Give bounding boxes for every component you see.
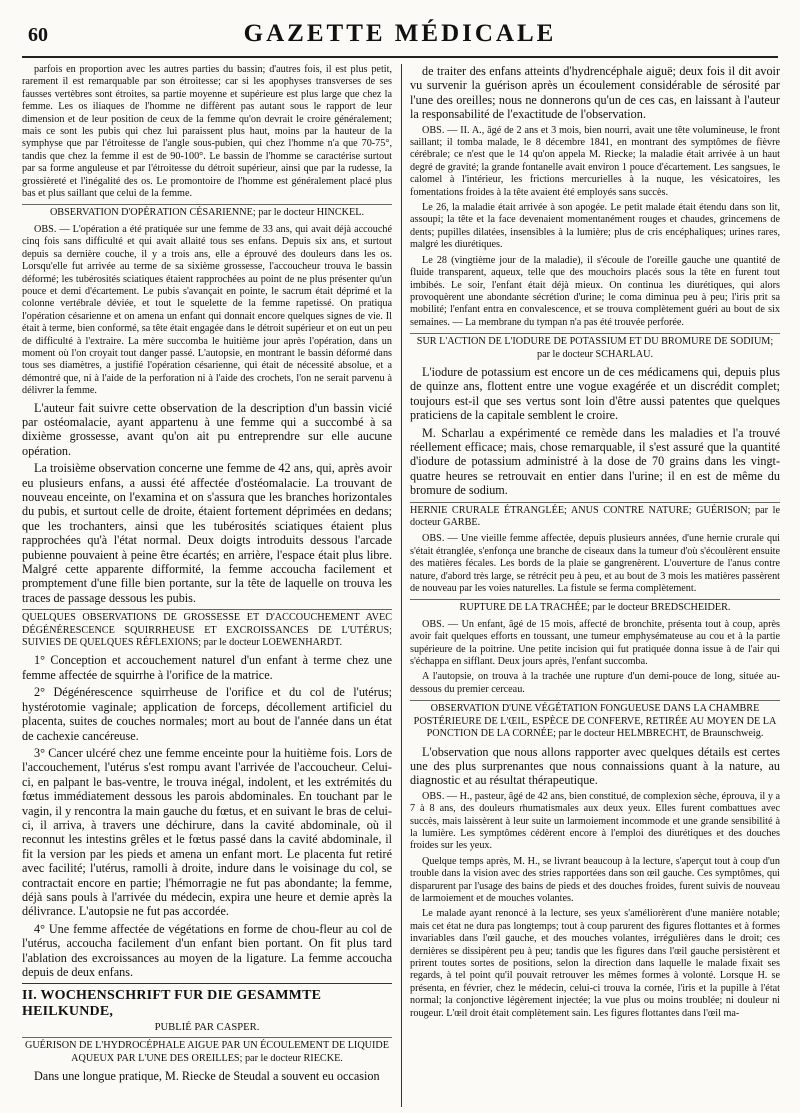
paragraph: 4° Une femme affectée de végétations en forme de chou-fleur au col de l'utérus, accoucha facilement d'un enfant bien portant. On fit plus tard l'ablation des excroissances au moyen de la ligature. La femme accoucha depuis de deux enfans. — [22, 921, 392, 979]
paragraph: 3° Cancer ulcéré chez une femme enceinte pour la huitième fois. Lors de l'accouchement, l'utérus s'est rompu avant l'arrivée de l'accoucheur. Celui-ci, en palpant le bas-ventre, le trouva inégal, indolent, et les extrémités du fœtus immédiatement dessous les parois abdominales. En touchant par le vagin, il y rencontra la main gauche du fœtus, et en suivant le bras de celui-ci, il arriva, à travers une déchirure, dans la cavité abdominale, où il reconnut les intestins grêles et le fœtus passé dans la cavité abdominale, il fit la version par les pieds et amena un enfant mort. Le placenta fut retiré avec facilité; l'utérus, ramolli à droite, indure dans le voisinage du col, se contractait encore en partie; l'hémorragie ne fut pas abondante; la femme, déjà sans pouls à l'arrivée du médecin, expira une heure et demie après la délivrance. L'autopsie ne fut pas accordée. — [22, 745, 392, 919]
paragraph: Le 28 (vingtième jour de la maladie), il s'écoule de l'oreille gauche une quantité de fluide transparent, aqueux, telle que des mouchoirs placés sous la tête en furent tout imbibés. Le soir, l'enfant était déjà mieux. On continua les diurétiques, qui alors provoquèrent une abondante sécrétion d'urine; le coma diminua peu à peu; l'iris prit sa mobilité; l'enfant entra en convalescence, et se trouva complètement guéri au bout de six semaines. — La membrane du tympan n'a pas été trouvée perforée. — [410, 254, 780, 328]
section-heading: SUR L'ACTION DE L'IODURE DE POTASSIUM ET DU BROMURE DE SODIUM; par le docteur SCHARLAU. — [410, 333, 780, 361]
observation-paragraph: OBS. — Un enfant, âgé de 15 mois, affecté de bronchite, présenta tout à coup, après avoir fait quelques efforts en toussant, une tumeur emphysémateuse au cou et à la partie supérieure de la poitrine. Une petite incision qui fut pratiquée donna issue à de l'air qui s'échappa en sifflant. Deux jours après, l'enfant succomba. — [410, 618, 780, 668]
journal-title: II. WOCHENSCHRIFT FUR DIE GESAMMTE HEILKUNDE, — [22, 988, 322, 1020]
publisher-line: PUBLIÉ PAR CASPER. — [154, 1022, 260, 1034]
column-rule — [401, 64, 402, 1107]
page-number: 60 — [28, 24, 48, 46]
section-heading: QUELQUES OBSERVATIONS DE GROSSESSE ET D'ACCOUCHEMENT AVEC DÉGÉNÉRESCENCE SQUIRRHEUSE ET EXCROISSANCES DE L'UTÉRUS; SUIVIES DE QUELQUES RÉFLEXIONS; par le docteur LOEWENHARDT. — [22, 609, 392, 649]
paragraph: parfois en proportion avec les autres parties du bassin; d'autres fois, il est plus petit, rarement il est remarquable par son étroitesse; car si les apophyses transverses de ses fausses vertèbres sont étroites, sa partie moyenne et supérieure est plus large que chez la femme. Les os iliaques de l'homme ne diffèrent pas autant sous le rapport de leur dimension et de leur position de ceux de la femme qu'on devrait le croire généralement; mais ce sont les pubis qui chez lui paraissent plus haut, moins par la hauteur de la symphyse que par l'étroitesse de l'angle sous-pubien, qui chez l'homme n'a que 70-75°, tandis que chez la femme il est de 90-100°. Le bassin de l'homme se caractérise surtout par sa forme anguleuse et par l'étroitesse du détroit supérieur, ainsi que par la rudesse, la grossièreté et l'inégalité des os. Le promontoire de l'homme est généralement placé plus bas et plus saillant que celui de la femme. — [22, 64, 392, 200]
observation-paragraph: OBS. — Une vieille femme affectée, depuis plusieurs années, d'une hernie crurale qui s'était étranglée, s'enfonça une branche de ciseaux dans la tumeur d'où s'écoulèrent ensuite des matières fécales. Les bords de la plaie se gangrenèrent. L'ouverture de l'anus contre nature, d'abord très large, se rétrécit peu à peu, et au bout de 3 mois les matières passèrent de nouveau par les voies naturelles. La fistule se ferma complètement. — [410, 533, 780, 595]
paragraph: Le malade ayant renoncé à la lecture, ses yeux s'améliorèrent d'une manière notable; mais cet état ne dura pas longtemps; tout à coup parurent des figures flottantes et à formes invariables dans l'œil gauche, et des mouches volantes, irrégulières dans le droit; ces dernières se dissipèrent peu à peu; tandis que les figures dans l'œil gauche persistèrent et prirent toutes sortes de positions, selon la direction dans laquelle le malade fixait ses regards, à tel point qu'il pouvait retrouver les mêmes formes à volonté. Lorsque H. se présenta, en février, chez le médecin, celui-ci trouva la cornée, l'iris et la pupille à l'état normal; la conjonctive légèrement injectée; la vue plus ou moins troublée; ni douleur ni rougeur. L'œil droit était complètement sain. Les figures flottantes dans l'œil ma- — [410, 908, 780, 1019]
paragraph: de traiter des enfans atteints d'hydrencéphale aiguë; deux fois il dit avoir vu survenir la guérison après un écoulement considérable de sérosité par l'une des oreilles; nous ne donnerons qu'un de ces cas, en laissant à l'auteur la responsabilité de l'exactitude de l'observation. — [410, 64, 780, 122]
observation-paragraph: OBS. — L'opération a été pratiquée sur une femme de 33 ans, qui avait déjà accouché cinq fois sans difficulté et qui avait allaité tous ses enfans. Depuis six ans, et surtout depuis sa dernière couche, il y a trois ans, elle a éprouvé des douleurs dans les os. Lorsqu'elle fut arrivée au terme de sa sixième grossesse, l'accoucheur trouva le bassin déformé; les tubérosités sciatiques étaient rapprochées au point de ne plus présenter qu'un pouce et demi d'écartement. Le pubis s'avançait en pointe, le sacrum était déprimé et la colonne vertébrale déviée, et tout le squelette de la femme rapetissé. On pratiqua l'opération césarienne et on amena un enfant qui donnait encore quelques signes de vie. Il était à terme, bien conformé, sa tête était engagée dans le détroit supérieur et on eut un peu de difficulté à l'extraire. La mère succomba le huitième jour après l'opération, dans un moment où l'on croyait tout danger passé. L'autopsie, en montrant le bassin déformé dans tous ses diamètres, a justifié l'opération césarienne, qui était de nécessité absolue, et a démontré que, ni à l'aide de la perforation ni à l'aide des crochets, l'on ne serait parvenu à délivrer la femme. — [22, 223, 392, 397]
section-heading: OBSERVATION D'UNE VÉGÉTATION FONGUEUSE DANS LA CHAMBRE POSTÉRIEURE DE L'ŒIL, ESPÈCE DE CONFERVE, RETIRÉE AU MOYEN DE LA PONCTION DE LA CORNÉE; par le docteur HELMBRECHT, de Braunschweig. — [410, 700, 780, 740]
paragraph: 2° Dégénérescence squirrheuse de l'orifice et du col de l'utérus; hystérotomie vaginale; application de forceps, décollement artificiel du placenta, suites de couches normales; mort au bout de l'année dans un état de cachexie cancéreuse. — [22, 685, 392, 743]
paragraph: L'iodure de potassium est encore un de ces médicamens qui, depuis plus de quinze ans, flottent entre une vogue exagérée et un discrédit complet; toujours est-il que ses vertus sont loin d'être aussi patentes que quelques praticiens de la capitale semblent le croire. — [410, 364, 780, 423]
section-heading: GUÉRISON DE L'HYDROCÉPHALE AIGUE PAR UN ÉCOULEMENT DE LIQUIDE AQUEUX PAR L'UNE DES OREILLES; par le docteur RIECKE. — [22, 1037, 392, 1065]
paragraph: Quelque temps après, M. H., se livrant beaucoup à la lecture, s'aperçut tout à coup d'un trouble dans la vision avec des stries rapportées dans son œil gauche. Ces symptômes, qui disparurent par l'usage des bains de pieds et des douches froides, furent suivis de nouveau de larmoiement et de mouches volantes. — [410, 855, 780, 904]
paragraph: M. Scharlau a expérimenté ce remède dans les maladies et l'a trouvé réellement efficace; mais, chose remarquable, il s'est assuré que la quantité d'iodure de potassium administré à la dose de 70 grains dans les vingt-quatre heures se retrouvait en entier dans l'urine; il en est de même du bromure de sodium. — [410, 425, 780, 498]
right-column — [410, 64, 780, 1107]
observation-paragraph: OBS. — II. A., âgé de 2 ans et 3 mois, bien nourri, avait une tête volumineuse, le front saillant; il tomba malade, le 8 décembre 1841, en montrant des symptômes de fièvre cérébrale; ce n'est que le 14 qu'on appela M. Riecke; la maladie était arrivée à un haut degré de gravité; la grande fontanelle avait environ 1 pouce d'écartement. Les sangsues, le calomel à l'intérieur, les frictions mercurielles à la nuque, les vésicatoires, les fomentations froides à la tête avaient été employés sans succès. — [410, 124, 780, 198]
section-heading: OBSERVATION D'OPÉRATION CÉSARIENNE; par le docteur HINCKEL. — [22, 204, 392, 219]
paragraph: L'observation que nous allons rapporter avec quelques détails est certes une des plus surprenantes que nous connaissions quant à la nature, au diagnostic et au résultat thérapeutique. — [410, 744, 780, 788]
paragraph: A l'autopsie, on trouva à la trachée une rupture d'un demi-pouce de long, située au-dessous du premier cerceau. — [410, 671, 780, 695]
section-heading: HERNIE CRURALE ÉTRANGLÉE; ANUS CONTRE NATURE; GUÉRISON; par le docteur GARBE. — [410, 502, 780, 530]
paragraph: Dans une longue pratique, M. Riecke de Steudal a souvent eu occasion — [34, 1069, 380, 1084]
left-column — [22, 64, 392, 1107]
section-heading: RUPTURE DE LA TRACHÉE; par le docteur BREDSCHEIDER. — [410, 599, 780, 614]
paragraph: La troisième observation concerne une femme de 42 ans, qui, après avoir eu plusieurs enfans, a aussi été affectée d'ostéomalacie. La trouvant de nouveau enceinte, on l'examina et on s'assura que les branches horizontales du pubis, et surtout celle de droite, étaient fortement déprimées en dedans; que les trochanters, ainsi que les tubérosités sciatiques étaient plus rapprochées qu'à l'état normal. Deux doigts introduits dessous l'arcade pubienne pouvaient à peine être écartés; en arrière, l'espace était plus libre. Malgré cette apparente difformité, la femme accoucha facilement et promptement d'une fille bien portante, sur la tête de laquelle on trouva les traces de passage dessous les pubis. — [22, 461, 392, 605]
paragraph: 1° Conception et accouchement naturel d'un enfant à terme chez une femme affectée de squirrhe à l'orifice de la matrice. — [22, 653, 392, 682]
paragraph: Le 26, la maladie était arrivée à son apogée. Le petit malade était étendu dans son lit, assoupi; la tête et la face devenaient momentanément rouges et chaudes, grincemens de dents; pupilles dilatées, insensibles à la lumière; plus de cris encéphaliques; urines rares, malgré les diurétiques. — [410, 202, 780, 251]
observation-paragraph: OBS. — H., pasteur, âgé de 42 ans, bien constitué, de complexion sèche, éprouva, il y a 7 à 8 ans, des douleurs rhumatismales aux deux yeux. Elles furent combattues avec succès, mais laissèrent à leur suite un larmoiement incommode et une grande sensibilité à la lumière. Les symptômes cédèrent encore à l'emploi des diurétiques et des douches froides sur les yeux. — [410, 790, 780, 852]
paragraph: L'auteur fait suivre cette observation de la description d'un bassin vicié par ostéomalacie, ayant appartenu à une femme qui a succombé à sa dixième grossesse, avant qu'on ait pu entreprendre sur elle aucune opération. — [22, 400, 392, 458]
masthead-title: GAZETTE MÉDICALE — [243, 20, 557, 47]
divider — [22, 983, 392, 984]
article-body — [22, 64, 778, 1107]
page-header — [22, 16, 778, 58]
